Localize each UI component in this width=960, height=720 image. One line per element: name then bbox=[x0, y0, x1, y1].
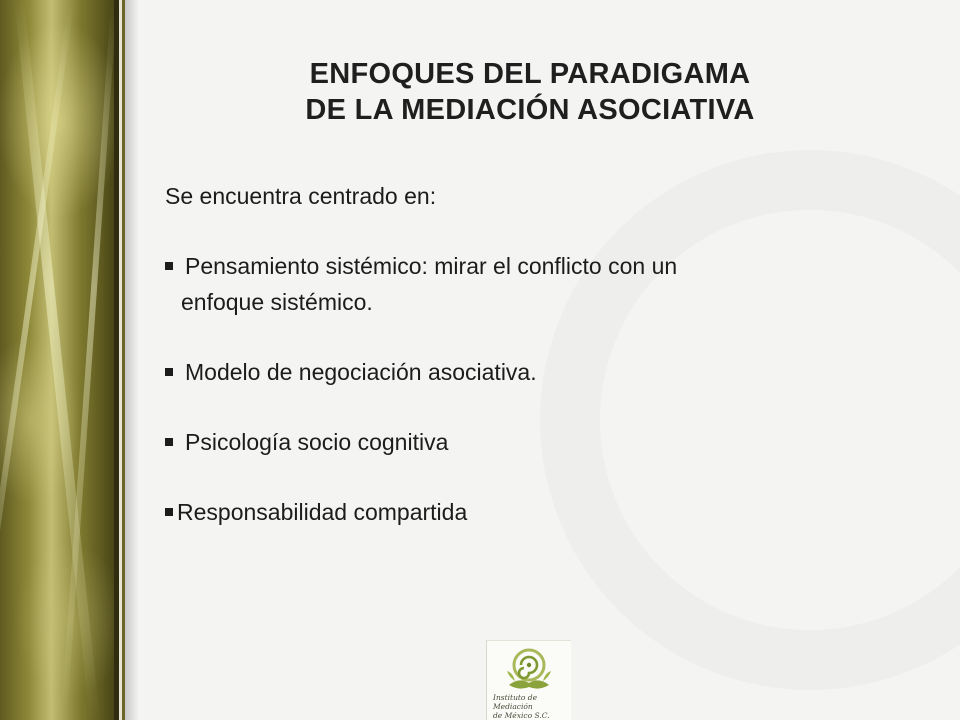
decorative-side-band bbox=[0, 0, 114, 720]
logo-name-line-2: de México S.C. bbox=[493, 711, 550, 720]
bullet-item bbox=[165, 248, 865, 320]
slide-title bbox=[190, 56, 870, 128]
bullet-text: Psicología socio cognitiva bbox=[185, 429, 449, 455]
band-streak bbox=[0, 0, 75, 720]
square-bullet-icon bbox=[165, 368, 173, 376]
band-streak bbox=[61, 0, 117, 720]
square-bullet-icon bbox=[165, 438, 173, 446]
bullet-item bbox=[165, 424, 865, 460]
logo-caption bbox=[493, 693, 569, 720]
bullet-text-continued: enfoque sistémico. bbox=[181, 289, 373, 315]
spiral-leaf-icon bbox=[501, 645, 557, 695]
bullet-text: Pensamiento sistémico: mirar el conflicto con un bbox=[185, 253, 678, 279]
square-bullet-icon bbox=[165, 262, 173, 270]
bullet-item bbox=[165, 354, 865, 390]
slide-body bbox=[165, 178, 865, 564]
bullet-text: Responsabilidad compartida bbox=[177, 499, 468, 525]
bullet-text: Modelo de negociación asociativa. bbox=[185, 359, 537, 385]
intro-text: Se encuentra centrado en: bbox=[165, 183, 437, 209]
title-line-1: ENFOQUES DEL PARADIGAMA bbox=[309, 58, 751, 90]
logo-name-line-1: Instituto de Mediación bbox=[493, 693, 538, 711]
band-shadow bbox=[125, 0, 139, 720]
bullet-item bbox=[165, 494, 865, 530]
title-line-2: DE LA MEDIACIÓN ASOCIATIVA bbox=[305, 94, 755, 126]
square-bullet-icon bbox=[165, 508, 173, 516]
institute-logo bbox=[486, 640, 571, 720]
